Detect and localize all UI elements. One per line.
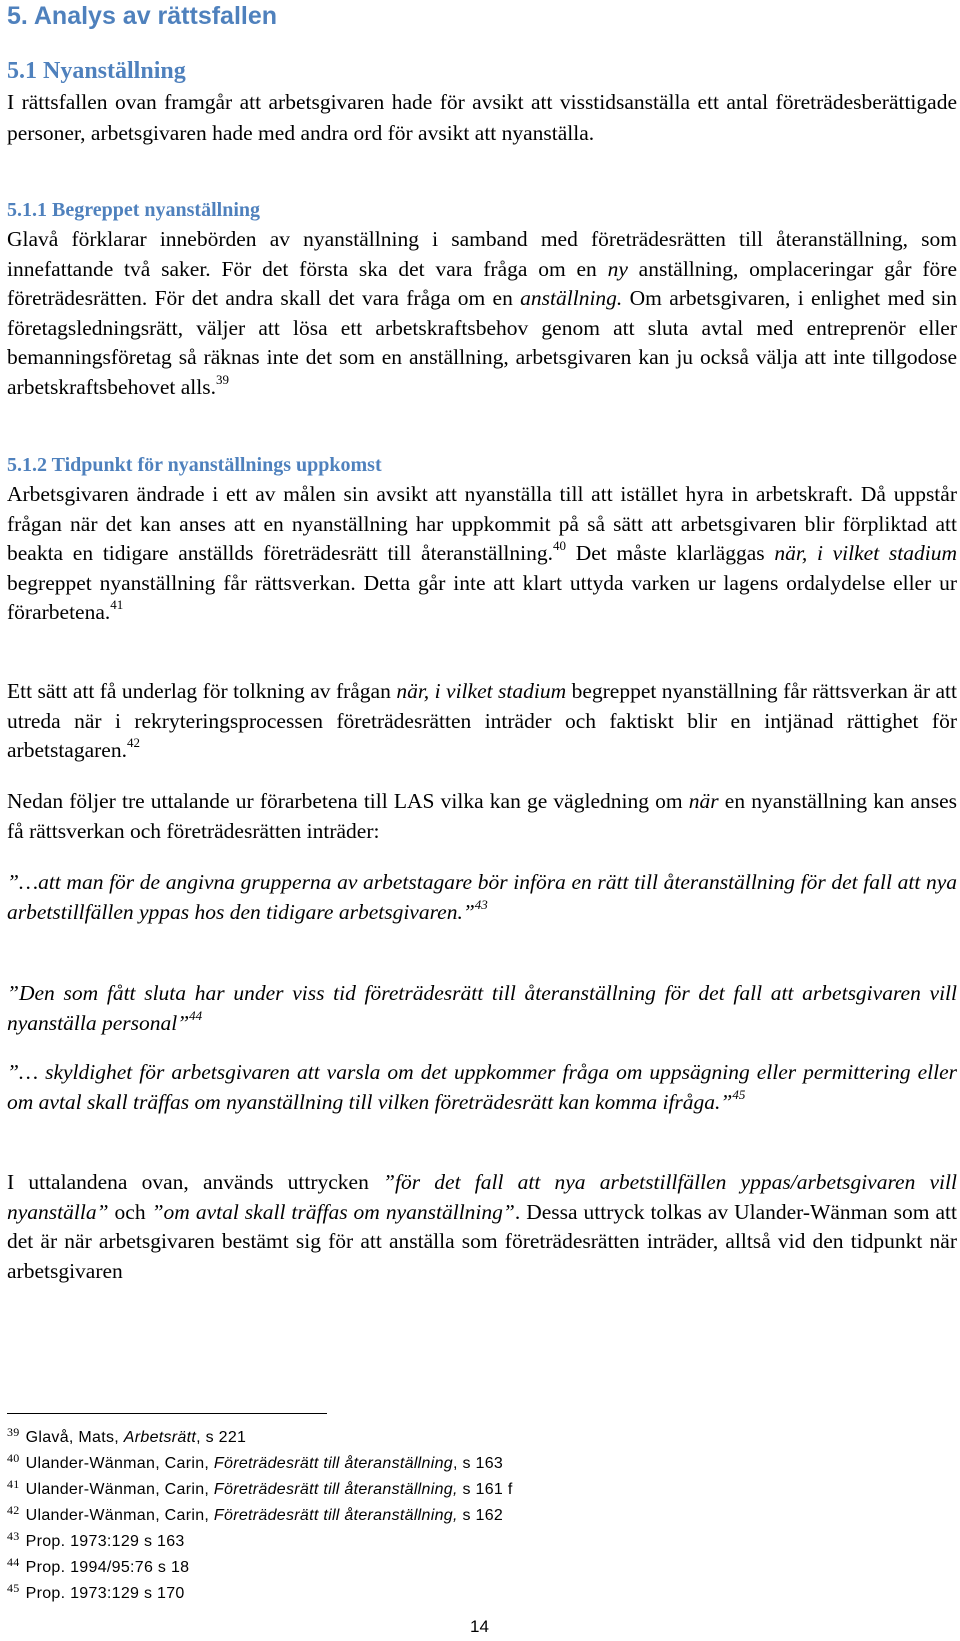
section-heading-5-1: 5.1 Nyanställning: [7, 58, 186, 84]
section-heading-5-1-2: 5.1.2 Tidpunkt för nyanställnings uppkomst: [7, 454, 382, 476]
footnote-40: $^{40}$ Ulander-Wänman, Carin, Företrädesrätt till återanställning, s 163: [7, 1451, 504, 1472]
paragraph-analysis: I uttalandena ovan, används uttrycken ”för det fall att nya arbetstillfällen yppas/arbetsgivaren vill nyanställa” och ”om avtal skall träffas om nyanställning”. Dessa uttryck tolkas av Ulander-Wänman som att det är när arbetsgivaren bestämt sig för att anställa som företrädesrätten inträder, alltså vid den tidpunkt när arbetsgivaren: [7, 1170, 957, 1283]
footnote-ref: 41: [110, 597, 124, 612]
footnote-43: $^{43}$ Prop. 1973:129 s 163: [7, 1529, 185, 1550]
footnote-ref: 45: [732, 1086, 746, 1102]
paragraph-statements-intro: Nedan följer tre uttalande ur förarbetena till LAS vilka kan ge vägledning om när en nyanställning kan anses få rättsverkan och företrädesrätten inträder:: [7, 789, 957, 843]
quote-2: ”Den som fått sluta har under viss tid företrädesrätt till återanställning för det fall att arbetsgivaren vill nyanställa personal”$^{44}$: [7, 981, 957, 1035]
footnote-separator: [7, 1413, 327, 1414]
footnote-39: $^{39}$ Glavå, Mats, Arbetsrätt, s 221: [7, 1425, 247, 1446]
footnote-ref: 44: [189, 1007, 203, 1023]
quote-1: ”…att man för de angivna grupperna av arbetstagare bör införa en rätt till återanställning för det fall att nya arbetstillfällen yppas hos den tidigare arbetsgivaren.”$^{43}$: [7, 870, 957, 924]
footnote-42: $^{42}$ Ulander-Wänman, Carin, Företrädesrätt till återanställning, s 162: [7, 1503, 504, 1524]
paragraph-5-1-1: Glavå förklarar innebörden av nyanställning i samband med företrädesrätten till återanställning, som innefattande två saker. För det första ska det vara fråga om en ny anställning, omplaceringar går före företrädesrätten. För det andra skall det vara fråga om en anställning. Om arbetsgivaren, i enlighet med sin företagsledningsrätt, väljer att lösa ett arbetskraftsbehov genom att sluta avtal med entreprenör eller bemanningsföretag så räknas inte det som en anställning, arbetsgivaren kan ju också välja att inte tillgodose arbetskraftsbehovet alls.$^{39}$: [7, 227, 957, 399]
chapter-heading: 5. Analys av rättsfallen: [7, 2, 278, 30]
footnote-41: $^{41}$ Ulander-Wänman, Carin, Företrädesrätt till återanställning, s 161 f: [7, 1477, 513, 1498]
section-heading-5-1-1: 5.1.1 Begreppet nyanställning: [7, 199, 260, 221]
footnote-44: $^{44}$ Prop. 1994/95:76 s 18: [7, 1555, 190, 1576]
footnote-ref: 39: [215, 371, 229, 387]
quote-3: ”… skyldighet för arbetsgivaren att varsla om det uppkommer fråga om uppsägning eller permittering eller om avtal skall träffas om nyanställning till vilken företrädesrätt kan komma ifråga.”$^{45}$: [7, 1060, 957, 1114]
paragraph-5-1-2: Arbetsgivaren ändrade i ett av målen sin avsikt att nyanställa till att istället hyra in arbetskraft. Då uppstår frågan när det kan anses att en nyanställning har uppkommit på så sätt att arbetsgivaren blir förpliktad att beakta en tidigare anställds företrädesrätt till återanställning.$^{40}$ Det måste klarläggas när, i vilket stadium begreppet nyanställning får rättsverkan. Detta går inte att klart uttyda varken ur lagens ordalydelse eller ur förarbetena.$^{41}$: [7, 482, 957, 624]
footnote-ref: 42: [126, 735, 140, 750]
paragraph-5-1: I rättsfallen ovan framgår att arbetsgivaren hade för avsikt att visstidsanställa ett antal företrädesberättigade personer, arbetsgivaren hade med andra ord för avsikt att nyanställa.: [7, 90, 957, 145]
footnote-ref: 43: [474, 896, 488, 912]
paragraph-interpretation: Ett sätt att få underlag för tolkning av frågan när, i vilket stadium begreppet nyanställning får rättsverkan är att utreda när i rekryteringsprocessen företrädesrätten inträder och faktiskt blir en intjänad rättighet för arbetstagaren.$^{42}$: [7, 679, 957, 762]
page-number: 14: [470, 1617, 489, 1636]
footnote-45: $^{45}$ Prop. 1973:129 s 170: [7, 1581, 185, 1602]
footnote-ref: 40: [553, 538, 566, 553]
